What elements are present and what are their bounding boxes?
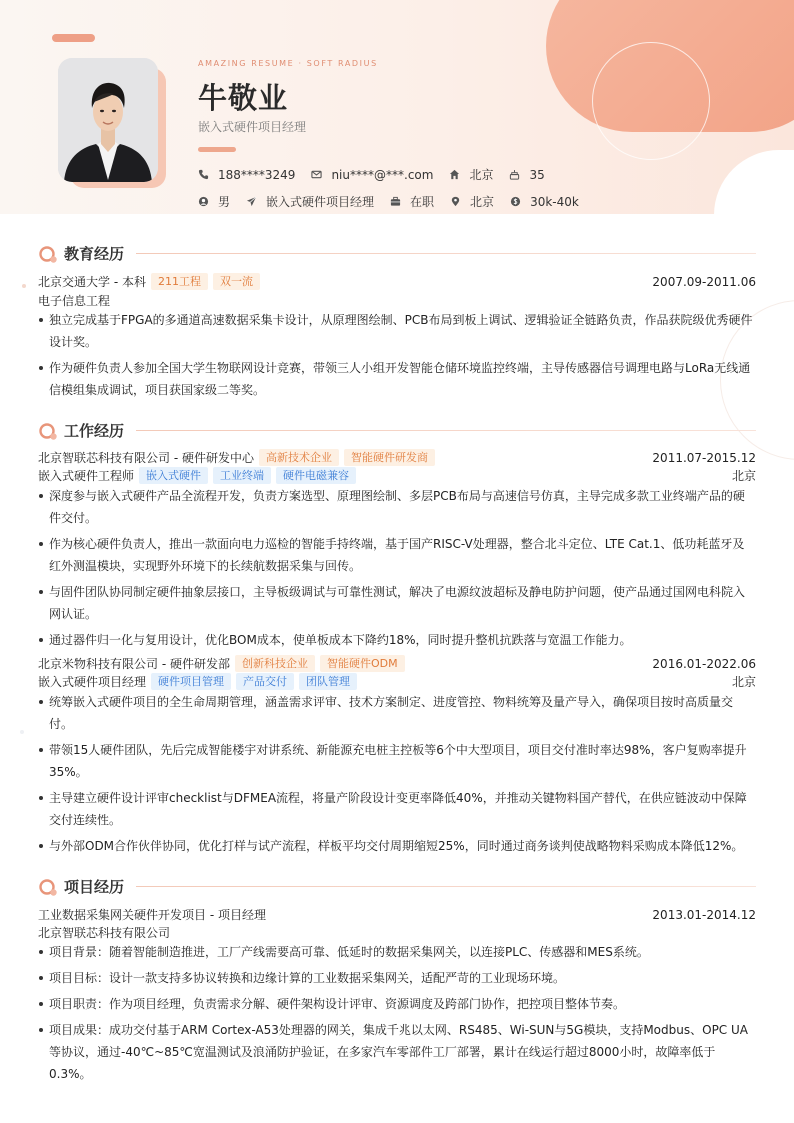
avatar	[58, 58, 158, 182]
job-period: 2016.01-2022.06	[652, 656, 756, 671]
gender-icon	[198, 196, 209, 207]
gender-text: 男	[218, 195, 231, 209]
education-title: 教育经历	[64, 245, 125, 263]
list-item: 作为核心硬件负责人，推出一款面向电力巡检的智能手持终端，基于国产RISC-V处理器，整合北斗定位、LTE Cat.1、低功耗蓝牙及红外测温模块，实现野外环境下的长续航数据采集与回传。	[38, 533, 756, 577]
job-city: 北京	[731, 675, 756, 689]
phone-item	[198, 168, 295, 182]
job-role: 嵌入式硬件工程师	[38, 469, 135, 483]
candidate-name: 牛敬业	[198, 81, 289, 115]
list-item: 带领15人硬件团队，先后完成智能楼宇对讲系统、新能源充电桩主控板等6个中大型项目，项目交付准时率达98%，客户复购率提升35%。	[38, 739, 756, 783]
job-period: 2011.07-2015.12	[652, 450, 756, 465]
email-text: niu****@***.com	[331, 167, 434, 182]
list-item: 通过器件归一化与复用设计，优化BOM成本，使单板成本下降约18%，同时提升整机抗跌落与宽温工作能力。	[38, 629, 756, 651]
job-role: 嵌入式硬件项目经理	[38, 675, 147, 689]
job-city: 北京	[731, 469, 756, 483]
section-divider	[136, 886, 756, 887]
role-tag: 嵌入式硬件	[139, 467, 208, 484]
section-divider	[136, 253, 756, 254]
list-item: 作为硬件负责人参加全国大学生物联网设计竞赛，带领三人小组开发智能仓储环境监控终端，主导传感器信号调理电路与LoRa无线通信模组集成调试，项目获国家级二等奖。	[38, 357, 756, 401]
accent-bar-small	[198, 147, 236, 152]
education-major-row	[38, 292, 756, 309]
project-company-row	[38, 924, 756, 941]
job-role-row	[38, 673, 756, 690]
profile-row	[198, 193, 595, 210]
decorative-dot	[20, 730, 24, 734]
send-icon	[246, 196, 257, 207]
role-tag: 硬件项目管理	[151, 673, 231, 690]
project-bullets	[38, 941, 756, 1089]
education-period: 2007.09-2011.06	[652, 274, 756, 289]
target-city-text: 北京	[470, 195, 495, 209]
email-item	[311, 168, 433, 182]
company-name: 北京米物科技有限公司 - 硬件研发部	[38, 657, 230, 671]
section-icon	[38, 877, 58, 897]
education-school-row	[38, 273, 756, 290]
phone-icon	[198, 169, 209, 180]
company-tag: 高新技术企业	[259, 449, 339, 466]
list-item: 主导建立硬件设计评审checklist与DFMEA流程，将量产阶段设计变更率降低40%，并推动关键物料国产替代，在供应链波动中保障交付连续性。	[38, 787, 756, 831]
job-bullets	[38, 691, 756, 861]
target-city-item	[450, 193, 494, 210]
phone-text: 188****3249	[218, 167, 296, 182]
avatar-portrait	[58, 58, 158, 182]
projects-section-header	[38, 876, 756, 897]
project-name: 工业数据采集网关硬件开发项目 - 项目经理	[38, 908, 266, 922]
section-icon	[38, 244, 58, 264]
gender-item	[198, 193, 230, 210]
school-tag: 双一流	[213, 273, 260, 290]
work-section-header	[38, 420, 756, 441]
mail-icon	[311, 169, 322, 180]
job-bullets	[38, 485, 756, 655]
section-divider	[136, 430, 756, 431]
list-item: 独立完成基于FPGA的多通道高速数据采集卡设计，从原理图绘制、PCB布局到板上调试、逻辑验证全链路负责，作品获院级优秀硬件设计奖。	[38, 309, 756, 353]
age-text: 35	[529, 167, 545, 182]
company-tag: 智能硬件研发商	[344, 449, 435, 466]
project-company: 北京智联芯科技有限公司	[38, 926, 171, 940]
role-tag: 工业终端	[213, 467, 271, 484]
accent-bar	[52, 34, 95, 42]
school-name: 北京交通大学 - 本科	[38, 275, 146, 289]
list-item: 项目职责：作为项目经理，负责需求分解、硬件架构设计评审、资源调度及跨部门协作，把控项目整体节奏。	[38, 993, 756, 1015]
list-item: 项目背景：随着智能制造推进，工厂产线需要高可靠、低延时的数据采集网关，以连接PLC、传感器和MES系统。	[38, 941, 756, 963]
status-item	[390, 193, 434, 210]
work-title: 工作经历	[64, 422, 125, 440]
job-company-row	[38, 655, 756, 672]
list-item: 统筹嵌入式硬件项目的全生命周期管理，涵盖需求评审、技术方案制定、进度管控、物料统筹及量产导入，确保项目按时高质量交付。	[38, 691, 756, 735]
salary-item	[510, 195, 579, 209]
salary-icon	[510, 196, 521, 207]
target-position-text: 嵌入式硬件项目经理	[266, 195, 375, 209]
contact-row	[198, 166, 561, 183]
company-tag: 智能硬件ODM	[320, 655, 405, 672]
status-text: 在职	[410, 195, 435, 209]
education-section-header	[38, 243, 756, 264]
role-tag: 硬件电磁兼容	[276, 467, 356, 484]
briefcase-icon	[390, 196, 401, 207]
list-item: 深度参与嵌入式硬件产品全流程开发，负责方案选型、原理图绘制、多层PCB布局与高速信号仿真，主导完成多款工业终端产品的硬件交付。	[38, 485, 756, 529]
age-item	[509, 168, 544, 182]
education-bullets	[38, 309, 756, 405]
projects-title: 项目经历	[64, 878, 125, 896]
section-icon	[38, 421, 58, 441]
role-tag: 产品交付	[236, 673, 294, 690]
project-name-row	[38, 906, 756, 923]
job-role-row	[38, 467, 756, 484]
list-item: 与外部ODM合作伙伴协同，优化打样与试产流程，样板平均交付周期缩短25%，同时通过商务谈判使战略物料采购成本降低12%。	[38, 835, 756, 857]
decorative-dot	[22, 284, 26, 288]
list-item: 与固件团队协同制定硬件抽象层接口，主导板级调试与可靠性测试，解决了电源纹波超标及静电防护问题，使产品通过国网电科院入网认证。	[38, 581, 756, 625]
home-city-text: 北京	[469, 168, 494, 182]
location-icon	[450, 196, 461, 207]
role-tag: 团队管理	[299, 673, 357, 690]
project-period: 2013.01-2014.12	[652, 907, 756, 922]
company-tag: 创新科技企业	[235, 655, 315, 672]
decorative-ring	[592, 42, 710, 160]
list-item: 项目成果：成功交付基于ARM Cortex-A53处理器的网关，集成千兆以太网、RS485、Wi-SUN与5G模块，支持Modbus、OPC UA等协议，通过-40℃~85℃宽温测试及浪涌防护验证，在多家汽车零部件工厂部署，累计在线运行超过8000小时，故障率低于0.3%。	[38, 1019, 756, 1085]
job-company-row	[38, 449, 756, 466]
home-item	[449, 166, 493, 183]
major: 电子信息工程	[38, 294, 111, 308]
school-tag: 211工程	[151, 273, 208, 290]
company-name: 北京智联芯科技有限公司 - 硬件研发中心	[38, 451, 254, 465]
salary-text: 30k-40k	[530, 194, 579, 209]
home-icon	[449, 169, 460, 180]
tagline: AMAZING RESUME · SOFT RADIUS	[198, 59, 378, 68]
list-item: 项目目标：设计一款支持多协议转换和边缘计算的工业数据采集网关，适配严苛的工业现场环境。	[38, 967, 756, 989]
age-icon	[509, 169, 520, 180]
candidate-position: 嵌入式硬件项目经理	[198, 120, 307, 134]
target-position-item	[246, 193, 374, 210]
